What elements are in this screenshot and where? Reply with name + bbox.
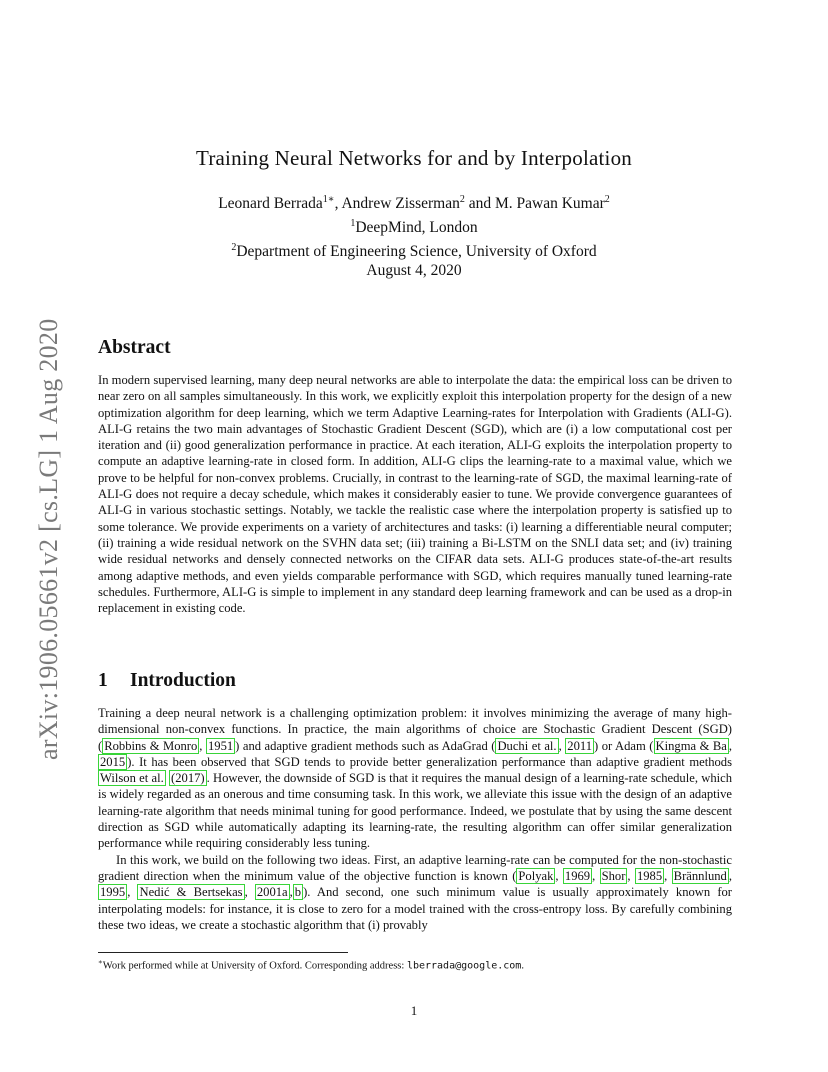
citation-link[interactable]: Brännlund	[673, 868, 727, 883]
citation-link[interactable]: 1951	[207, 738, 234, 753]
citation-link[interactable]: 2011	[567, 738, 592, 753]
email-address: lberrada@google.com	[406, 960, 522, 972]
page-number: 1	[410, 1003, 418, 1018]
author-kumar: M. Pawan Kumar	[495, 195, 605, 213]
author-berrada-marks: 1∗	[322, 194, 335, 205]
citation-link[interactable]: 2015	[100, 754, 126, 769]
citation-link[interactable]: Polyak	[518, 868, 554, 883]
section-title: Introduction	[130, 670, 236, 691]
citation-link[interactable]: Shor	[601, 868, 626, 883]
citation-link[interactable]: Robbins & Monro	[104, 738, 198, 753]
footnote-rule	[98, 952, 348, 953]
citation-link[interactable]: (2017)	[171, 771, 205, 786]
affiliation-1: $^1$DeepMind, London	[350, 218, 478, 237]
author-line: Leonard Berrada$^{1∗}$, Andrew Zisserman$^2$ and M. Pawan Kumar$^2$	[218, 194, 610, 213]
arxiv-identifier: arXiv:1906.05661v2 [cs.LG] 1 Aug 2020	[34, 318, 63, 760]
introduction-heading	[98, 670, 236, 692]
citation-link[interactable]: 2001a	[256, 885, 288, 900]
citation-link[interactable]: Wilson et al.	[100, 771, 164, 786]
footnote: ∗Work performed while at University of Oxford. Corresponding address: lberrada@google.com.	[98, 958, 524, 972]
citation-link[interactable]: Nedić & Bertsekas	[139, 885, 243, 900]
citation-link[interactable]: Kingma & Ba	[655, 738, 727, 753]
citation-link[interactable]: 1985	[636, 868, 663, 883]
author-block	[0, 190, 828, 262]
abstract-text: In modern supervised learning, many deep neural networks are able to interpolate the data: the empirical loss can be driven to near zero on all samples simultaneously. In this work, we explicitly exploit this interpolation property for the design of a new optimization algorithm for deep learning, which we term Adaptive Learning-rates for Interpolation with Gradients (ALI-G). ALI-G retains the two main advantages of Stochastic Gradient Descent (SGD), which are (i) a low computational cost per iteration and (ii) good generalization performance in practice. At each iteration, ALI-G exploits the interpolation property to compute an adaptive learning-rate in closed form. In addition, ALI-G clips the learning-rate to a maximal value, which we prove to be helpful for non-convex problems. Crucially, in contrast to the learning-rate of SGD, the maximal learning-rate of ALI-G does not require a decay schedule, which makes it considerably easier to tune. We provide convergence guarantees of ALI-G in various stochastic settings. Notably, we tackle the realistic case where the interpolation property is satisfied up to some tolerance. We provide experiments on a variety of architectures and tasks: (i) learning a differentiable neural computer; (ii) training a wide residual network on the SVHN data set; (iii) training a Bi-LSTM on the SNLI data set; and (iv) training wide residual networks and densely connected networks on the CIFAR data sets. ALI-G produces state-of-the-art results among adaptive methods, and even yields comparable performance with SGD, which requires manually tuned learning-rate schedules. Furthermore, ALI-G is simple to implement in any standard deep learning framework and can be used as a drop-in replacement in existing code.	[98, 373, 732, 616]
paper-title: Training Neural Networks for and by Interpolation	[196, 146, 632, 170]
citation-link[interactable]: Duchi et al.	[497, 738, 557, 753]
introduction-body	[98, 705, 732, 933]
citation-link[interactable]: 1995	[100, 885, 126, 900]
abstract-heading: Abstract	[98, 337, 171, 358]
citation-link[interactable]: 1969	[564, 868, 591, 883]
intro-paragraph-1: Training a deep neural network is a challenging optimization problem: it involves minimizing the average of many high-dimensional non-convex functions. In practice, the main algorithms of choice are Stochastic Gradient Descent (SGD) ( Robbins & Monro , 1951 ) and adaptive gradient methods such as AdaGrad ( Duchi et al. , 2011 ) or Adam ( Kingma & Ba , 2015 ). It has been observed that SGD tends to provide better generalization performance than adaptive gradient methods Wilson et al. (2017) . However, the downside of SGD is that it requires the manual design of a learning-rate schedule, which is widely regarded as an onerous and time consuming task. In this work, we alleviate this issue with the design of an adaptive learning-rate algorithm that needs minimal tuning for good performance. Indeed, we postulate that by using the same descent direction as SGD while automatically adapting its learning-rate, the resulting algorithm can offer similar generalization performance while requiring considerably less tuning.	[98, 706, 733, 851]
intro-paragraph-2: In this work, we build on the following two ideas. First, an adaptive learning-rate can be computed for the non-stochastic gradient direction when the minimum value of the objective function is known ( Polyak , 1969 , Shor , 1985 , Brännlund , 1995 , Nedić & Bertsekas , 2001a , b ). And second, one such minimum value is usually approximately known for interpolating models: for instance, it is close to zero for a model trained with the cross-entropy loss. By carefully combining these two ideas, we create a stochastic algorithm that (i) provably	[98, 852, 732, 932]
citation-link[interactable]: b	[294, 885, 302, 900]
section-number: 1	[98, 670, 108, 691]
author-berrada: Leonard Berrada	[218, 195, 323, 213]
author-zisserman: Andrew Zisserman	[341, 195, 460, 213]
affiliation-2: $^2$Department of Engineering Science, University of Oxford	[231, 242, 597, 261]
publication-date: August 4, 2020	[366, 262, 462, 279]
